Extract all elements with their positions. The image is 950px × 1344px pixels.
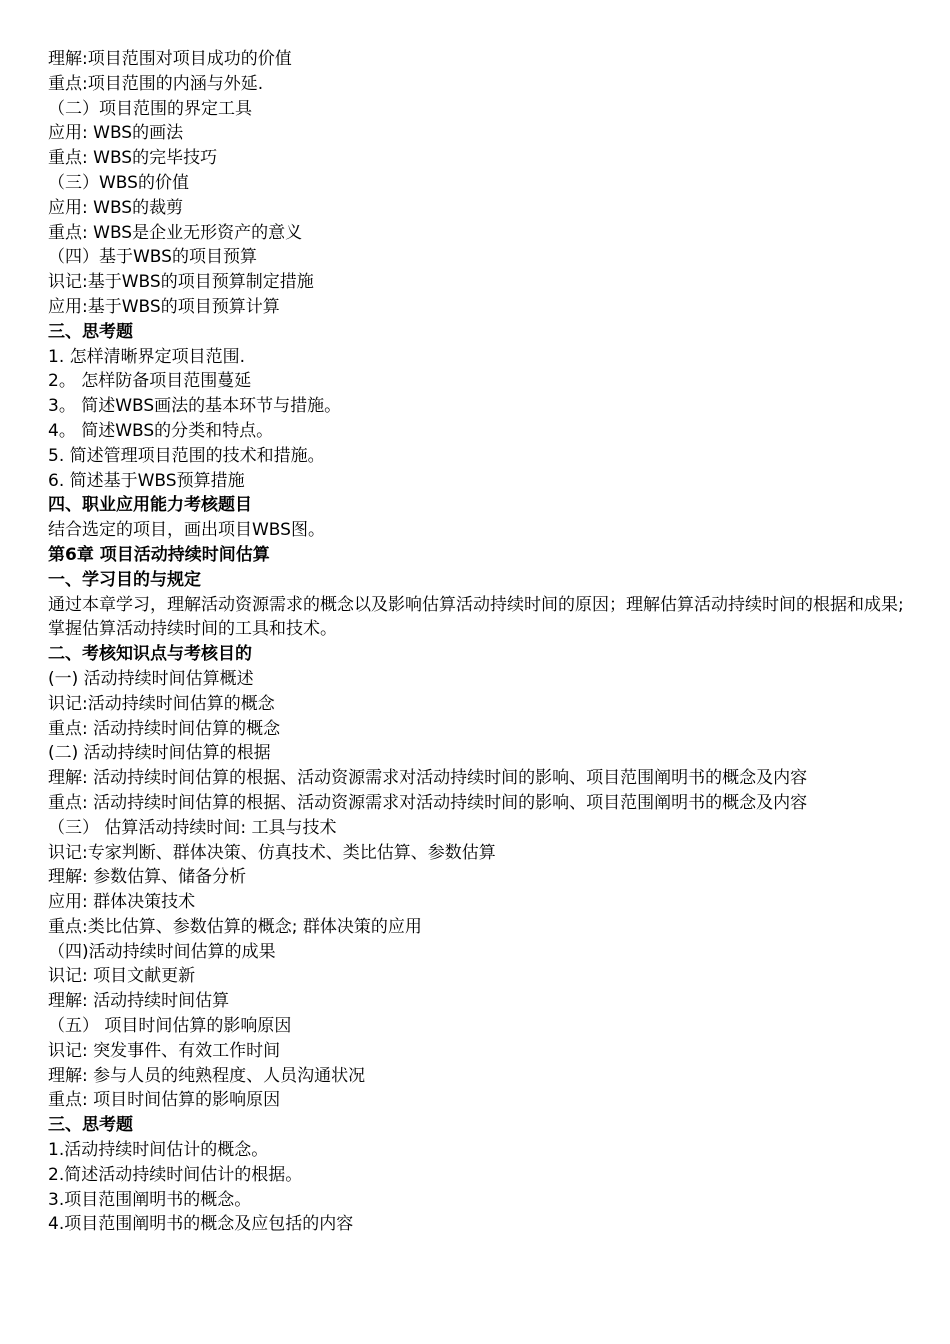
text-line: 2。 怎样防备项目范围蔓延: [48, 371, 252, 392]
text-line: (一) 活动持续时间估算概述: [48, 668, 254, 689]
section-heading: 三、思考题: [48, 1115, 133, 1136]
text-line: （五） 项目时间估算的影响原因: [48, 1016, 292, 1037]
section-heading: 一、学习目的与规定: [48, 569, 201, 590]
text-line: 应用: WBS的裁剪: [48, 197, 184, 218]
section-heading: 二、考核知识点与考核目的: [48, 644, 252, 665]
text-line: 重点:项目范围的内涵与外延.: [48, 73, 264, 94]
text-line: （四）基于WBS的项目预算: [48, 247, 257, 268]
text-line: 1.活动持续时间估计的概念。: [48, 1140, 269, 1161]
text-line: 3。 简述WBS画法的基本环节与措施。: [48, 396, 342, 417]
text-line: 应用: WBS的画法: [48, 123, 184, 144]
text-line: 通过本章学习，理解活动资源需求的概念以及影响估算活动持续时间的原因；理解估算活动持续时间的根据和成果;掌握估算活动持续时间的工具和技术。: [48, 594, 904, 640]
text-line: （三） 估算活动持续时间: 工具与技术: [48, 817, 337, 838]
text-line: 重点: 项目时间估算的影响原因: [48, 1090, 281, 1111]
text-line: 理解: 活动持续时间估算: [48, 991, 230, 1012]
text-line: 理解:项目范围对项目成功的价值: [48, 49, 292, 69]
section-heading: 第6章 项目活动持续时间估算: [48, 544, 270, 565]
text-line: 重点: 活动持续时间估算的根据、活动资源需求对活动持续时间的影响、项目范围阐明书的概念及内容: [48, 792, 808, 813]
text-line: （二）项目范围的界定工具: [48, 98, 252, 119]
text-line: 理解: 参数估算、储备分析: [48, 867, 247, 888]
text-line: 识记: 项目文献更新: [48, 966, 196, 987]
text-line: 2.简述活动持续时间估计的根据。: [48, 1164, 303, 1185]
text-line: 1. 怎样清晰界定项目范围.: [48, 346, 246, 367]
text-line: 应用:基于WBS的项目预算计算: [48, 296, 280, 317]
section-heading: 四、职业应用能力考核题目: [48, 495, 252, 516]
text-line: 识记: 突发事件、有效工作时间: [48, 1040, 281, 1061]
text-line: 应用: 群体决策技术: [48, 892, 196, 913]
text-line: 重点:类比估算、参数估算的概念; 群体决策的应用: [48, 916, 422, 937]
text-line: （三）WBS的价值: [48, 172, 189, 193]
text-line: 4。 简述WBS的分类和特点。: [48, 420, 274, 441]
text-line: 理解: 参与人员的纯熟程度、人员沟通状况: [48, 1065, 366, 1086]
section-heading: 三、思考题: [48, 321, 133, 342]
text-line: （四)活动持续时间估算的成果: [48, 941, 276, 962]
text-line: 重点: 活动持续时间估算的概念: [48, 718, 281, 739]
text-line: 重点: WBS的完毕技巧: [48, 148, 218, 169]
text-line: 6. 简述基于WBS预算措施: [48, 470, 245, 491]
text-line: 识记:专家判断、群体决策、仿真技术、类比估算、参数估算: [48, 842, 496, 863]
text-line: 识记:活动持续时间估算的概念: [48, 693, 275, 714]
text-line: (二) 活动持续时间估算的根据: [48, 743, 271, 764]
text-line: 结合选定的项目，画出项目WBS图。: [48, 520, 325, 541]
document-body: [48, 47, 908, 1237]
text-line: 5. 简述管理项目范围的技术和措施。: [48, 445, 325, 466]
text-line: 识记:基于WBS的项目预算制定措施: [48, 272, 314, 293]
text-line: 3.项目范围阐明书的概念。: [48, 1189, 252, 1210]
text-line: 4.项目范围阐明书的概念及应包括的内容: [48, 1214, 354, 1235]
text-line: 重点: WBS是企业无形资产的意义: [48, 222, 303, 243]
text-line: 理解: 活动持续时间估算的根据、活动资源需求对活动持续时间的影响、项目范围阐明书的概念及内容: [48, 768, 808, 789]
